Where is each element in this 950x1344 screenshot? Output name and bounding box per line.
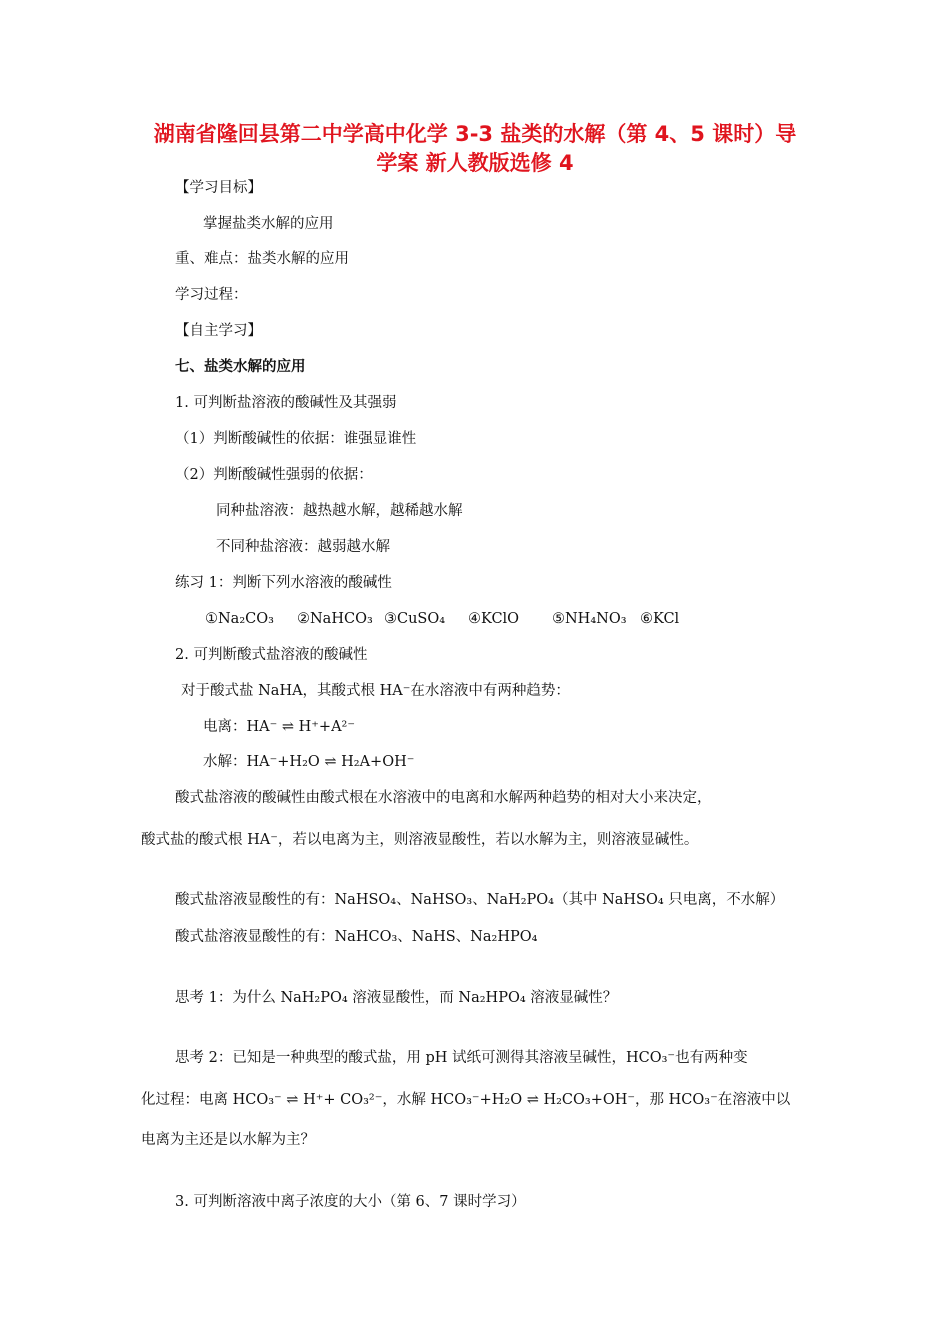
acidic-salts-list: 酸式盐溶液显酸性的有：NaHSO₄、NaHSO₃、NaH₂PO₄（其中 NaHSO₄ 只电离，不水解） bbox=[175, 892, 785, 908]
process-label: 学习过程： bbox=[175, 287, 248, 303]
ionization-equation: 电离：HA⁻ ⇌ H⁺+A²⁻ bbox=[203, 719, 356, 735]
think-1: 思考 1：为什么 NaH₂PO₄ 溶液显酸性，而 Na₂HPO₄ 溶液显碱性？ bbox=[175, 990, 618, 1006]
exercise-item: ①Na₂CO₃ bbox=[205, 611, 274, 627]
item-1-2: （2）判断酸碱性强弱的依据： bbox=[175, 467, 373, 483]
exercise-item: ⑥KCl bbox=[640, 611, 680, 627]
think-2-line-3: 电离为主还是以水解为主？ bbox=[141, 1132, 315, 1148]
document-title bbox=[130, 120, 820, 178]
same-salt-rule: 同种盐溶液：越热越水解，越稀越水解 bbox=[216, 503, 463, 519]
key-points: 重、难点：盐类水解的应用 bbox=[175, 251, 349, 267]
acid-salt-intro: 对于酸式盐 NaHA，其酸式根 HA⁻在水溶液中有两种趋势： bbox=[181, 683, 570, 699]
item-1: 1. 可判断盐溶液的酸碱性及其强弱 bbox=[175, 395, 397, 411]
title-line-1: 湖南省隆回县第二中学高中化学 3-3 盐类的水解（第 4、5 课时）导 bbox=[153, 122, 797, 146]
item-3: 3. 可判断溶液中离子浓度的大小（第 6、7 课时学习） bbox=[175, 1194, 526, 1210]
acid-salt-explanation-2: 酸式盐的酸式根 HA⁻，若以电离为主，则溶液显酸性，若以水解为主，则溶液显碱性。 bbox=[141, 832, 699, 848]
exercise-item: ④KClO bbox=[468, 611, 520, 627]
exercise-item: ②NaHCO₃ bbox=[297, 611, 373, 627]
item-1-1: （1）判断酸碱性的依据：谁强显谁性 bbox=[175, 431, 417, 447]
item-2: 2. 可判断酸式盐溶液的酸碱性 bbox=[175, 647, 368, 663]
acid-salt-explanation-1: 酸式盐溶液的酸碱性由酸式根在水溶液中的电离和水解两种趋势的相对大小来决定， bbox=[175, 790, 712, 806]
exercise-1: 练习 1：判断下列水溶液的酸碱性 bbox=[175, 575, 392, 591]
exercise-item: ⑤NH₄NO₃ bbox=[552, 611, 627, 627]
section-7-heading: 七、盐类水解的应用 bbox=[175, 359, 306, 375]
exercise-item: ③CuSO₄ bbox=[384, 611, 446, 627]
basic-salts-list: 酸式盐溶液显酸性的有：NaHCO₃、NaHS、Na₂HPO₄ bbox=[175, 929, 538, 945]
think-2-line-2: 化过程：电离 HCO₃⁻ ⇌ H⁺+ CO₃²⁻，水解 HCO₃⁻+H₂O ⇌ H₂CO₃+OH⁻，那 HCO₃⁻在溶液中以 bbox=[141, 1092, 791, 1108]
self-study-header: 【自主学习】 bbox=[175, 323, 262, 339]
think-2-line-1: 思考 2：已知是一种典型的酸式盐，用 pH 试纸可测得其溶液呈碱性，HCO₃⁻也有两种变 bbox=[175, 1050, 748, 1066]
different-salt-rule: 不同种盐溶液：越弱越水解 bbox=[216, 539, 390, 555]
title-line-2: 学案 新人教版选修 4 bbox=[376, 151, 574, 175]
goal-header: 【学习目标】 bbox=[175, 180, 262, 196]
goal-text: 掌握盐类水解的应用 bbox=[203, 216, 334, 232]
hydrolysis-equation: 水解：HA⁻+H₂O ⇌ H₂A+OH⁻ bbox=[203, 754, 415, 770]
